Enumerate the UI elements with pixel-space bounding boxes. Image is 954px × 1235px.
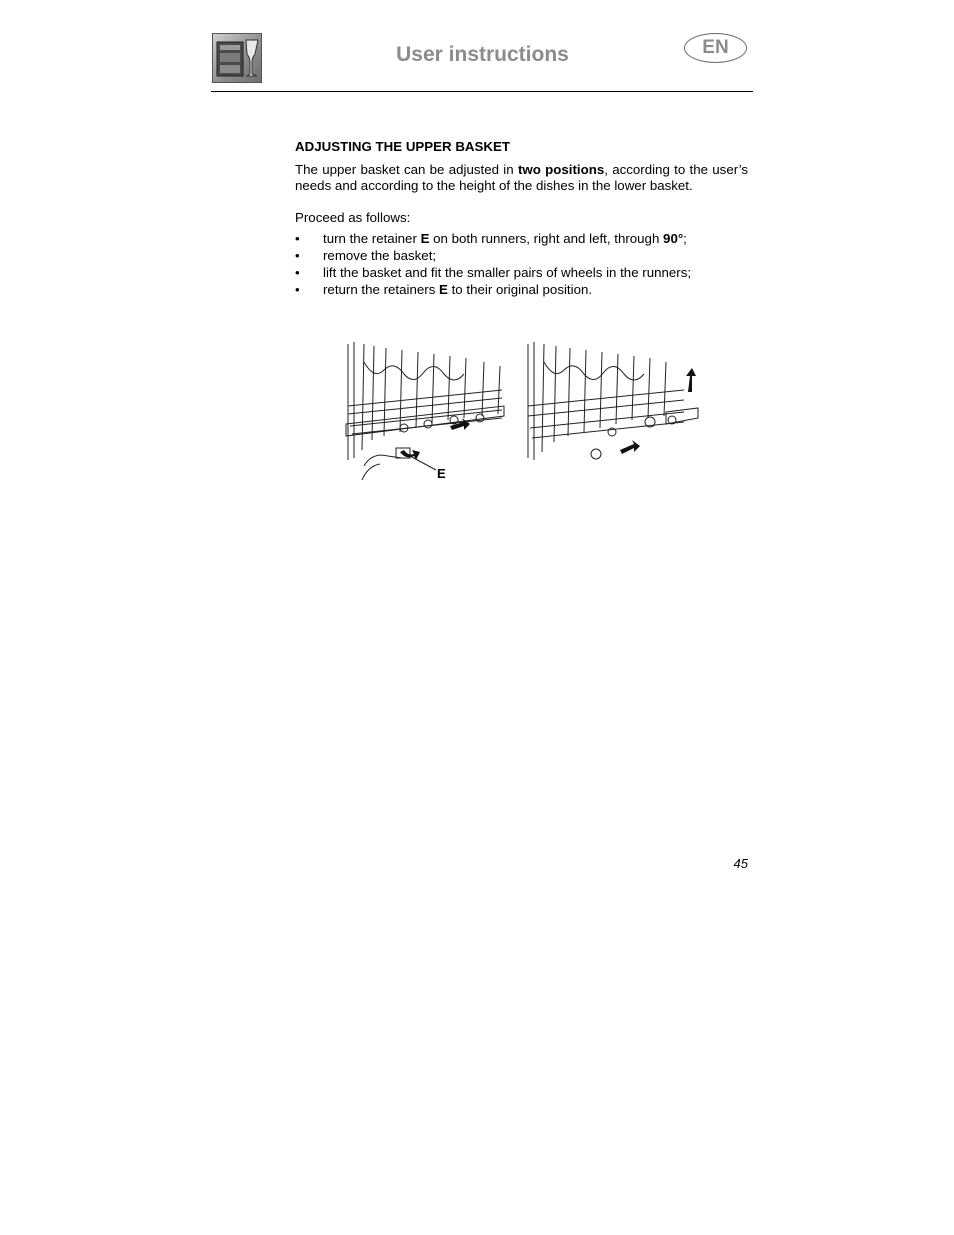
basket-illustration bbox=[344, 340, 699, 486]
list-item: • return the retainers E to their original position. bbox=[295, 282, 593, 297]
figure-label-e: E bbox=[437, 466, 446, 481]
bullet-icon: • bbox=[295, 231, 300, 246]
page-header-title: User instructions bbox=[396, 43, 569, 66]
bullet-icon: • bbox=[295, 248, 300, 263]
dishwasher-glass-icon bbox=[213, 34, 261, 82]
intro-text-part1: The upper basket can be adjusted in bbox=[295, 161, 518, 177]
list-item: • turn the retainer E on both runners, right and left, through 90°; bbox=[295, 231, 687, 246]
basket-drawing-icon bbox=[344, 340, 699, 486]
page-number: 45 bbox=[733, 856, 748, 871]
language-badge: EN bbox=[684, 33, 747, 63]
main-content bbox=[295, 139, 748, 299]
intro-text-part2: , according to the user’s needs and according to the height of the dishes in the lower basket. bbox=[295, 161, 748, 193]
header-divider bbox=[211, 91, 753, 92]
header-logo bbox=[212, 33, 262, 83]
intro-paragraph bbox=[295, 162, 748, 195]
list-item: • lift the basket and fit the smaller pairs of wheels in the runners; bbox=[295, 265, 692, 280]
section-heading: ADJUSTING THE UPPER BASKET bbox=[295, 139, 510, 154]
proceed-text: Proceed as follows: bbox=[295, 209, 411, 225]
bullet-icon: • bbox=[295, 282, 300, 297]
bullet-icon: • bbox=[295, 265, 300, 280]
list-item: • remove the basket; bbox=[295, 248, 437, 263]
steps-list bbox=[295, 231, 748, 299]
intro-bold-text: two positions bbox=[517, 161, 605, 177]
